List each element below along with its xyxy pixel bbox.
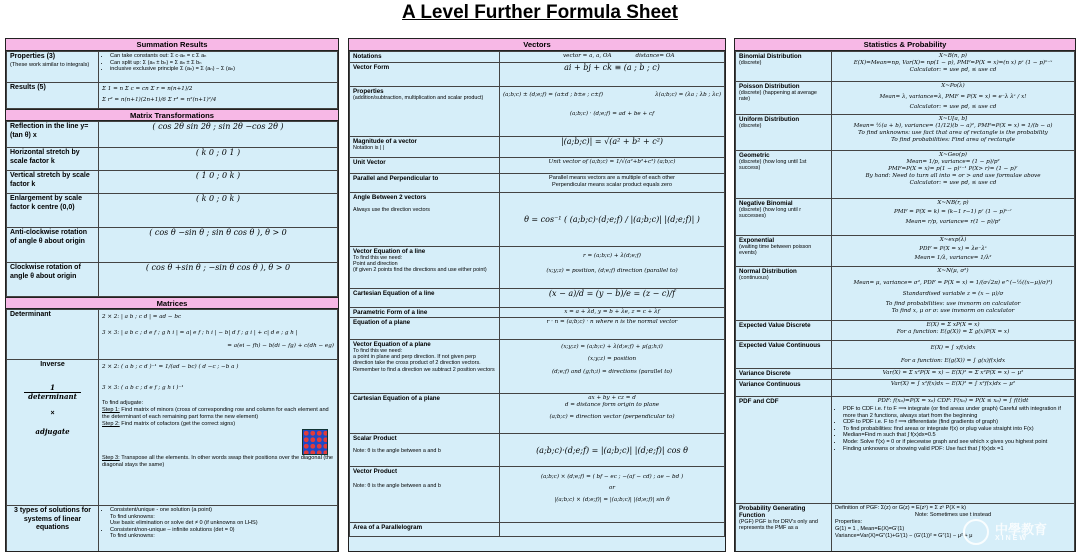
magnitude-value: |(a;b;c)| = √(a² + b² + c²): [500, 137, 725, 158]
inverse-frac-num: 1: [50, 382, 55, 392]
cartesian-plane-value: ax + by + cz = d d = distance form origin to plane (a;b;c) = direction vector (perpendicular to): [500, 394, 725, 434]
scalar-product-label: Scalar Product Note: θ is the angle between a and b: [350, 434, 500, 467]
ev-continuous-value: E(X) = ∫ xf(x)dx For a function: E(g(X)) = ∫ g(x)f(x)dx: [832, 341, 1075, 369]
parallel-perp-value: Parallel means vectors are a multiple of each other Perpendicular means scalar product equals zero: [500, 174, 725, 193]
enlargement-matrix: ( k 0 ; 0 k ): [99, 194, 338, 228]
parallel-perp-label: Parallel and Perpendicular to: [350, 174, 500, 193]
vector-form-label: Vector Form: [350, 63, 500, 87]
vector-line-label: Vector Equation of a line To find this we need: Point and direction (if given 2 points find the directions and use either point): [350, 247, 500, 289]
vector-plane-label: Vector Equation of a plane To find this we need: a point in plane and perp direction. If not given perp direction take the cross product of 2 direction vectors. Remember to find a direction we subtract 2 position vectors: [350, 340, 500, 394]
determinant-label: Determinant: [7, 310, 99, 360]
notations-value: vector = a, a, OA distance= OA: [500, 52, 725, 63]
var-continuous-label: Variance Continuous: [736, 380, 832, 397]
linear-item: Use basic elimination or solve det ≠ 0 (if unknowns on LHS): [110, 520, 258, 527]
inv-step1: Step 1: Find matrix of minors (cross of corresponding row and column for each element and the determinant of each remaining part forms the new element): [102, 407, 329, 420]
uniform-value: X~U[a, b] Mean= ½(a + b), variance= (1/12)(b − a)², PMF=P(X = x) = 1/(b − a) To find unknowns: use fact that area of rectangle is the probability To find probabilities: Find area of rectangle: [832, 115, 1075, 151]
pdf-cdf-item: • Finding unknowns or showing valid PDF: Use fact that ∫ f(x)dx =1: [843, 446, 1071, 453]
var-discrete-value: Var(X) = Σ x²P(X = x) − E(X)² = Σ x²P(X = x) − μ²: [832, 369, 1075, 380]
pdf-cdf-item: • To find probabilities: find areas or integrate f(x) or plug value straight into F(x): [843, 426, 1071, 433]
unit-vector-value: Unit vector of (a;b;c) = 1/√(a²+b²+c²) (a;b;c): [500, 158, 725, 174]
linear-item: • Consistent/non-unique – infinite solutions (det = 0): [110, 527, 334, 534]
vector-product-value: (a;b;c) × (d;e;f) = ( bf − ec ; −(af − cd) ; ae − bd ) or |(a;b;c) × (d;e;f)| = |(a;b;c)| |(d;e;f)| sin θ: [500, 467, 725, 523]
results-formulas: [99, 83, 338, 109]
pdf-cdf-label: PDF and CDF: [736, 397, 832, 504]
cofactor-sign-grid-icon: [302, 429, 328, 455]
logo-icon: [963, 519, 989, 545]
exponential-value: X~exp(λ) PDF = P(X = x) = λe⁻λˣ Mean= 1/λ, variance= 1/λ²: [832, 236, 1075, 267]
poisson-label: Poisson Distribution (discrete) (happening at average rate): [736, 82, 832, 115]
cartesian-plane-label: Cartesian Equation of a plane: [350, 394, 500, 434]
notations-label: Notations: [350, 52, 500, 63]
property-item: • Can split up: Σ (aₙ ± bₙ) = Σ aₙ ± Σ bₙ: [110, 60, 334, 67]
vectors-table: [349, 51, 725, 537]
inverse-label-cell: [7, 360, 99, 506]
summation-header: Summation Results: [6, 39, 338, 51]
vectors-header: Vectors: [349, 39, 725, 51]
binomial-label: Binomial Distribution (discrete): [736, 52, 832, 82]
vstretch-label: Vertical stretch by scale factor k: [7, 171, 99, 194]
column-statistics: [734, 38, 1076, 552]
properties-formulas: [500, 87, 725, 137]
clockwise-matrix: ( cos θ +sin θ ; −sin θ cos θ ), θ > 0: [99, 263, 338, 297]
results-label: Results (5): [7, 83, 99, 109]
properties-label: Properties (3) (These work similar to integrals): [7, 52, 99, 83]
parametric-line-value: x = a + λd, y = b + λe, z = c + λf: [500, 308, 725, 318]
linear-item: To find unknowns:: [110, 533, 155, 540]
inverse-label: Inverse: [40, 361, 65, 368]
logo-subtitle: XINEW: [995, 535, 1028, 542]
statistics-table: [735, 51, 1075, 552]
summation-table: [6, 51, 338, 109]
matrix-transformations-header: Matrix Transformations: [6, 109, 338, 121]
plane-eq-label: Equation of a plane: [350, 318, 500, 340]
statistics-header: Statistics & Probability: [735, 39, 1075, 51]
matrices-header: Matrices: [6, 297, 338, 309]
angle-value: θ = cos⁻¹ ( (a;b;c)·(d;e;f) / |(a;b;c)| |(d;e;f)| ): [500, 193, 725, 247]
hstretch-matrix: ( k 0 ; 0 1 ): [99, 148, 338, 171]
results-line: Σ 1 = n Σ c = cn Σ r = n(n+1)/2: [102, 86, 193, 92]
negative-binomial-value: X~NB(r, p) PMF = P(X = k) = (k−1 r−1) pʳ (1 − p)ᵏ⁻ʳ Mean= r/p, variance= r(1 − p)/p²: [832, 199, 1075, 236]
inverse-adjugate: adjugate: [35, 427, 70, 436]
det-3x3-result: = a(ei − fh) − b(di − fg) + c(dh − eg): [227, 343, 334, 349]
vec-dot: (a;b;c) · (d;e;f) = ad + be + cf: [569, 111, 655, 117]
results-line: Σ r² = n(n+1)(2n+1)/6 Σ r³ = n²(n+1)²/4: [102, 97, 217, 103]
normal-label: Normal Distribution (continuous): [736, 267, 832, 321]
scalar-product-value: (a;b;c)·(d;e;f) = |(a;b;c)| |(d;e;f)| cos θ: [500, 434, 725, 467]
inv-2x2: 2 × 2: ( a b ; c d )⁻¹ = 1/(ad − bc) ( d −c ; −b a ): [102, 364, 239, 370]
pdf-cdf-item: • PDF to CDF i.e. f to F ⟹ integrate (or find areas under graph) Careful with integration if more than 2 functions, always start from the beginning: [843, 406, 1071, 419]
ev-discrete-value: E(X) = Σ xP(X = x) For a function: E(g(X)) = Σ g(x)P(X = x): [832, 321, 1075, 341]
pgf-value: Definition of PGF: Σ(z) or G(z) = E(zˣ) = Σ zˣ P(X = k) Note: Sometimes use t instead Properties: G(1) = 1 , Mean=E(X)=G′(1) Variance=Var(X)=G″(1)+G′(1) − (G′(1))² = G″(1) − μ² + μ: [832, 504, 1075, 552]
cartesian-line-label: Cartesian Equation of a line: [350, 289, 500, 308]
geometric-value: X~Geo(p) Mean= 1/p, variance= (1 − p)/p² PMF=P(X = x)= p(1 − p)ˣ⁻¹ P(X> r)= (1 − p)ʳ By hand: Need to turn all into = or > and use formulae above Calculator: = use pd, ≤ use cd: [832, 151, 1075, 199]
linear-systems-list: [99, 506, 338, 552]
column-vectors: [348, 38, 726, 552]
hstretch-label: Horizontal stretch by scale factor k: [7, 148, 99, 171]
matrices-table: [6, 309, 338, 552]
transformations-table: [6, 121, 338, 297]
logo-title: 中學教育: [995, 522, 1048, 537]
inv-3x3: 3 × 3: ( a b c ; d e f ; g h i )⁻¹: [102, 385, 184, 391]
determinant-formulas: [99, 310, 338, 360]
linear-systems-label: 3 types of solutions for systems of linear equations: [7, 506, 99, 552]
uniform-label: Uniform Distribution (discrete): [736, 115, 832, 151]
vstretch-matrix: ( 1 0 ; 0 k ): [99, 171, 338, 194]
unit-vector-label: Unit Vector: [350, 158, 500, 174]
clockwise-label: Clockwise rotation of angle θ about origin: [7, 263, 99, 297]
geometric-label: Geometric (discrete) (how long until 1st success): [736, 151, 832, 199]
enlargement-label: Enlargement by scale factor k centre (0,0): [7, 194, 99, 228]
reflection-label: Reflection in the line y=(tan θ) x: [7, 122, 99, 148]
vector-form-value: ai + bj + ck ≡ (a ; b ; c): [500, 63, 725, 87]
inverse-times: ×: [50, 409, 55, 417]
var-discrete-label: Variance Discrete: [736, 369, 832, 380]
property-item: • inclusive exclusive principle Σ (aₙ) = Σ (aₙ) − Σ (aₙ): [110, 66, 334, 73]
exponential-label: Exponential (waiting time between poisson events): [736, 236, 832, 267]
property-item: • Can take constants out: Σ c·aₙ = c Σ aₙ: [110, 53, 334, 60]
det-3x3: 3 × 3: | a b c ; d e f ; g h i | = a| e f ; h i | − b| d f ; g i | + c| d e ; g h |: [102, 330, 298, 336]
plane-eq-value: r · n = (a;b;c) · n where n is the normal vector: [500, 318, 725, 340]
vec-mult: λ(a;b;c) = (λa ; λb ; λc): [655, 92, 721, 98]
inverse-formulas: [99, 360, 338, 506]
properties-list: [99, 52, 338, 83]
angle-label: Angle Between 2 vectors Always use the direction vectors: [350, 193, 500, 247]
vec-add: (a;b;c) ± (d;e;f) = (a±d ; b±e ; c±f): [503, 92, 604, 98]
det-2x2: 2 × 2: | a b ; c d | = ad − bc: [102, 314, 182, 320]
inv-step3: Step 3: Transpose all the elements. In other words swap their positions over the diagonal (the diagonal stays the same): [102, 455, 334, 468]
anticlockwise-matrix: ( cos θ −sin θ ; sin θ cos θ ), θ > 0: [99, 228, 338, 263]
linear-item: To find unknowns:: [110, 513, 155, 520]
ev-continuous-label: Expected Value Continuous: [736, 341, 832, 369]
pdf-cdf-item: • Mode: Solve f′(x) = 0 or if piecewise graph and see which x gives you highest point: [843, 439, 1071, 446]
inv-step2: Step 2: Find matrix of cofactors (get the correct signs): [102, 421, 236, 427]
parallelogram-area-label: Area of a Parallelogram: [350, 523, 500, 537]
page-title: A Level Further Formula Sheet: [402, 2, 678, 23]
binomial-value: X~B(n, p) E(X)=Mean=np, Var(X)= np(1 − p), PMF=P(X = x)=(n x) pˣ (1 − p)ⁿ⁻ˣ Calculator: = use pd, ≤ use cd: [832, 52, 1075, 82]
pdf-cdf-value: PDF: f(x₀)=P(X = x₀) CDF: F(x₀) = P(X ≤ x₀) = ∫ f(t)dt • PDF to CDF i.e. f to F ⟹ integrate (or find areas under graph) Careful with integration if more than 2 functions, always start from the beginning • CDF to PDF i.e. F to f ⟹ differentiate (find gradients of graph) • To find probabilities: find areas or integrate f(x) or plug value straight into F(x) • Median=Find m such that ∫ f(x)dx=0.5 • Mode: Solve f′(x) = 0 or if piecewise graph and see which x gives you highest point • Finding unknowns or showing valid PDF: Use fact that ∫ f(x)dx =1: [832, 397, 1075, 504]
cartesian-line-value: (x − a)/d = (y − b)/e = (z − c)/f: [500, 289, 725, 308]
column-summation-matrices: [5, 38, 339, 552]
inv-find: To find adjugate:: [102, 400, 144, 406]
properties-label: Properties (addition/subtraction, multiplication and scalar product): [350, 87, 500, 137]
pdf-cdf-item: • Median=Find m such that ∫ f(x)dx=0.5: [843, 432, 1071, 439]
poisson-value: X~Po(λ) Mean= λ, variance=λ, PMF = P(X = x) = e⁻λ λˣ / x! Calculator: = use pd, ≤ use cd: [832, 82, 1075, 115]
vector-line-value: r = (a;b;c) + λ(d;e;f) (x;y;z) = position, (d;e;f) direction (parallel to): [500, 247, 725, 289]
reflection-matrix: ( cos 2θ sin 2θ ; sin 2θ −cos 2θ ): [99, 122, 338, 148]
var-continuous-value: Var(X) = ∫ x²f(x)dx − E(X)² = ∫ x²f(x)dx − μ²: [832, 380, 1075, 397]
linear-item: • Consistent/unique - one solution (a point): [110, 507, 334, 514]
negative-binomial-label: Negative Binomial (discrete) (how long until r successes): [736, 199, 832, 236]
pdf-cdf-item: • CDF to PDF i.e. F to f ⟹ differentiate (find gradients of graph): [843, 419, 1071, 426]
normal-value: X~N(μ, σ²) Mean= μ, variance= σ², PDF = P(X = x) = 1/(σ√2π) e^(−½((x−μ)/σ)²) Standardised variable z = (x − μ)/σ To find probabilities: use invnorm on calculator To find x, μ or σ: use invnorm on calculator: [832, 267, 1075, 321]
ev-discrete-label: Expected Value Discrete: [736, 321, 832, 341]
vector-product-label: Vector Product Note: θ is the angle between a and b: [350, 467, 500, 523]
inverse-fraction: [10, 384, 95, 402]
inverse-frac-den: determinant: [24, 392, 81, 402]
parametric-line-label: Parametric Form of a line: [350, 308, 500, 318]
pgf-label: Probability Generating Function (PGF) PGF is for DRV's only and represents the PMF as a: [736, 504, 832, 552]
anticlockwise-label: Anti-clockwise rotation of angle θ about origin: [7, 228, 99, 263]
watermark-logo: [963, 517, 1071, 547]
magnitude-label: Magnitude of a vector Notation is | |: [350, 137, 500, 158]
vector-plane-value: (x;y;z) = (a;b;c) + λ(d;e;f) + μ(g;h;i) (x;y;z) = position (d;e;f) and (g;h;i) = directions (parallel to): [500, 340, 725, 394]
parallelogram-area-value: [500, 523, 725, 537]
